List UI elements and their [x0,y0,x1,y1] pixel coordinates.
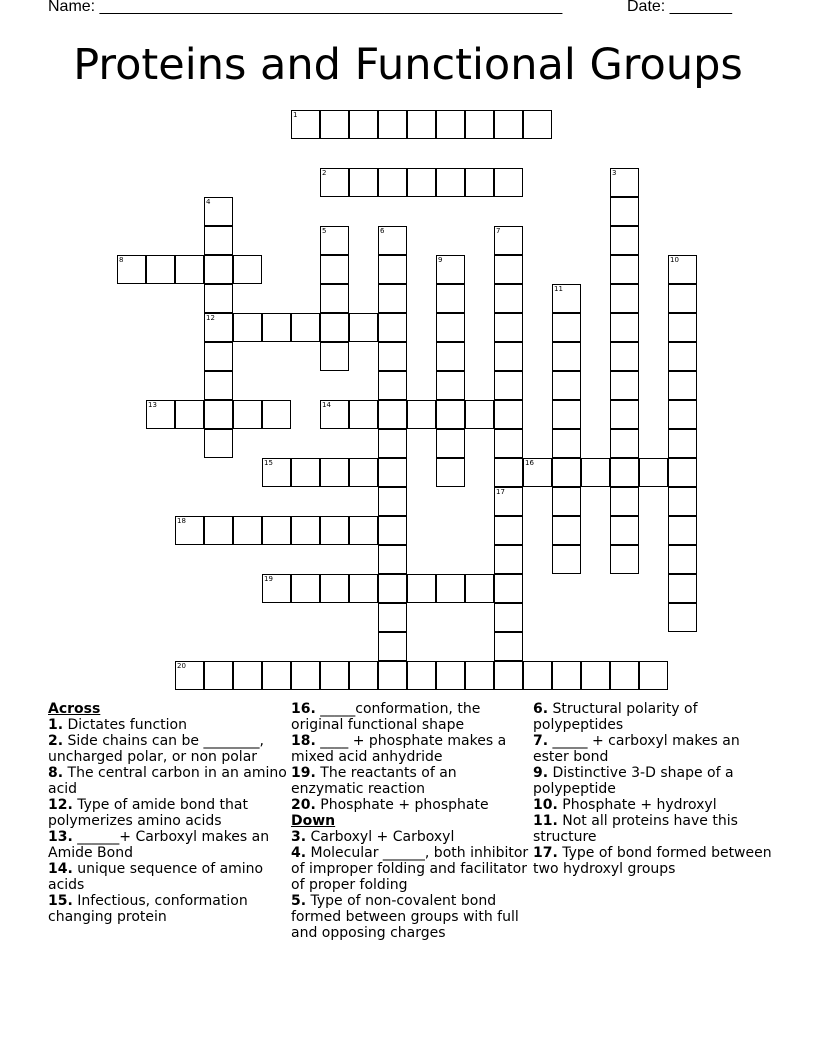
clue-number-label: 18 [177,517,186,525]
grid-cell[interactable] [610,516,639,545]
clue-item [48,861,288,893]
clue-text: Distinctive 3-D shape of a polypeptide [533,765,734,797]
clue-number: 11. [533,813,558,829]
grid-cell[interactable] [494,255,523,284]
grid-cell[interactable] [378,545,407,574]
grid-cell[interactable] [378,168,407,197]
grid-cell[interactable] [494,603,523,632]
clue-number: 19. [291,765,316,781]
clue-number: 5. [291,893,307,909]
grid-cell[interactable] [320,255,349,284]
clue-number-label: 10 [670,256,679,264]
grid-cell[interactable] [204,516,233,545]
clue-item [533,701,773,733]
grid-cell[interactable] [204,342,233,371]
grid-cell[interactable] [291,516,320,545]
grid-cell[interactable] [494,313,523,342]
grid-cell[interactable] [320,313,349,342]
clue-item [533,813,773,845]
clue-text: The reactants of an enzymatic reaction [291,765,457,797]
grid-cell[interactable] [465,168,494,197]
grid-cell[interactable] [262,313,291,342]
clue-number-label: 17 [496,488,505,496]
grid-cell[interactable] [610,226,639,255]
grid-cell[interactable] [204,226,233,255]
clue-item [291,733,531,765]
grid-cell[interactable] [668,284,697,313]
grid-cell[interactable] [581,458,610,487]
grid-cell[interactable] [407,110,436,139]
grid-cell[interactable] [668,545,697,574]
clue-item [291,765,531,797]
grid-cell[interactable] [668,487,697,516]
grid-cell[interactable] [233,661,262,690]
grid-cell[interactable] [436,429,465,458]
clue-item [48,717,288,733]
grid-cell[interactable] [378,400,407,429]
grid-cell[interactable] [465,661,494,690]
clue-number: 6. [533,701,549,717]
clue-text: Side chains can be ________, uncharged polar, or non polar [48,733,264,765]
grid-cell[interactable] [378,255,407,284]
clue-number: 2. [48,733,64,749]
grid-cell[interactable] [465,110,494,139]
grid-cell[interactable] [552,400,581,429]
grid-cell[interactable] [552,342,581,371]
date-field[interactable]: Date: _______ [627,0,732,15]
clue-item [533,797,773,813]
clue-item [291,893,531,941]
name-field[interactable]: Name: ____________________________________________________ [48,0,563,15]
grid-cell[interactable] [494,168,523,197]
grid-cell[interactable] [494,342,523,371]
clue-text: Phosphate + hydroxyl [557,797,717,813]
grid-cell[interactable] [233,313,262,342]
grid-cell[interactable] [291,458,320,487]
clue-text: Type of bond formed between two hydroxyl groups [533,845,772,877]
grid-cell[interactable] [552,487,581,516]
grid-cell[interactable] [378,371,407,400]
clue-column-1 [48,701,288,925]
clue-item [48,797,288,829]
clue-text: Infectious, conformation changing protein [48,893,248,925]
grid-cell[interactable] [639,661,668,690]
grid-cell[interactable] [378,110,407,139]
clue-item [48,733,288,765]
grid-cell[interactable] [233,516,262,545]
grid-cell[interactable] [349,458,378,487]
grid-cell[interactable] [494,284,523,313]
grid-cell[interactable] [436,574,465,603]
grid-cell[interactable] [436,313,465,342]
grid-cell[interactable] [175,400,204,429]
clue-number-label: 11 [554,285,563,293]
grid-cell[interactable] [436,110,465,139]
clue-number-label: 6 [380,227,385,235]
clue-item [533,733,773,765]
clue-column-2 [291,701,531,941]
grid-cell[interactable] [320,342,349,371]
clue-number: 14. [48,861,73,877]
grid-cell[interactable] [552,516,581,545]
grid-cell[interactable] [320,110,349,139]
page-title: Proteins and Functional Groups [73,40,743,90]
clue-number: 1. [48,717,64,733]
clue-number: 3. [291,829,307,845]
grid-cell[interactable] [668,400,697,429]
grid-cell[interactable] [378,574,407,603]
clue-number: 7. [533,733,549,749]
clue-text: Carboxyl + Carboxyl [306,829,455,845]
clue-item [291,797,531,813]
grid-cell[interactable] [204,400,233,429]
down-heading: Down [291,813,336,829]
grid-cell[interactable] [378,516,407,545]
clue-item [48,829,288,861]
clue-number: 18. [291,733,316,749]
grid-cell[interactable] [552,458,581,487]
grid-cell[interactable] [552,313,581,342]
grid-cell[interactable] [610,400,639,429]
clue-text: The central carbon in an amino acid [48,765,287,797]
clue-number-label: 14 [322,401,331,409]
grid-cell[interactable] [494,400,523,429]
clue-number: 9. [533,765,549,781]
clue-text: ______+ Carboxyl makes an Amide Bond [48,829,270,861]
clue-text: _____conformation, the original functional shape [291,701,481,733]
grid-cell[interactable] [668,516,697,545]
grid-cell[interactable] [610,255,639,284]
grid-cell[interactable] [320,574,349,603]
clue-number: 20. [291,797,316,813]
grid-cell[interactable] [407,168,436,197]
grid-cell[interactable] [610,313,639,342]
clue-number-label: 4 [206,198,211,206]
grid-cell[interactable] [552,661,581,690]
clue-text: Structural polarity of polypeptides [533,701,698,733]
grid-cell[interactable] [349,574,378,603]
grid-cell[interactable] [378,342,407,371]
grid-cell[interactable] [494,110,523,139]
grid-cell[interactable] [668,342,697,371]
grid-cell[interactable] [378,429,407,458]
grid-cell[interactable] [436,661,465,690]
grid-cell[interactable] [378,458,407,487]
clue-item [48,765,288,797]
clue-number: 15. [48,893,73,909]
clue-item [291,701,531,733]
clue-text: ____ + phosphate makes a mixed acid anhydride [291,733,507,765]
clue-text: Type of non-covalent bond formed between groups with full and opposing charges [291,893,519,941]
grid-cell[interactable] [436,168,465,197]
clue-text: Not all proteins have this structure [533,813,738,845]
clue-text: Phosphate + phosphate [315,797,489,813]
clue-number-label: 2 [322,169,327,177]
clue-item [48,893,288,925]
grid-cell[interactable] [349,313,378,342]
grid-cell[interactable] [668,313,697,342]
grid-cell[interactable] [494,458,523,487]
grid-cell[interactable] [349,516,378,545]
grid-cell[interactable] [291,574,320,603]
grid-cell[interactable] [552,545,581,574]
clue-text: _____ + carboxyl makes an ester bond [533,733,740,765]
clue-number-label: 5 [322,227,327,235]
grid-cell[interactable] [262,400,291,429]
grid-cell[interactable] [465,400,494,429]
clue-number-label: 1 [293,111,298,119]
grid-cell[interactable] [436,371,465,400]
grid-cell[interactable] [610,661,639,690]
grid-cell[interactable] [378,632,407,661]
grid-cell[interactable] [494,371,523,400]
clue-item [533,765,773,797]
grid-cell[interactable] [262,516,291,545]
grid-cell[interactable] [610,458,639,487]
grid-cell[interactable] [233,400,262,429]
grid-cell[interactable] [610,371,639,400]
grid-cell[interactable] [552,429,581,458]
grid-cell[interactable] [668,371,697,400]
grid-cell[interactable] [349,110,378,139]
grid-cell[interactable] [378,487,407,516]
grid-cell[interactable] [175,255,204,284]
clue-number-label: 8 [119,256,124,264]
clue-text: Dictates function [63,717,187,733]
grid-cell[interactable] [581,661,610,690]
across-heading: Across [48,701,101,717]
clue-number-label: 9 [438,256,443,264]
clue-number: 4. [291,845,307,861]
grid-cell[interactable] [668,458,697,487]
clue-number-label: 7 [496,227,501,235]
grid-cell[interactable] [349,168,378,197]
grid-cell[interactable] [204,371,233,400]
grid-cell[interactable] [465,574,494,603]
clue-number: 13. [48,829,73,845]
grid-cell[interactable] [320,516,349,545]
clue-number-label: 20 [177,662,186,670]
grid-cell[interactable] [494,574,523,603]
grid-cell[interactable] [494,661,523,690]
clue-number-label: 15 [264,459,273,467]
grid-cell[interactable] [407,661,436,690]
grid-cell[interactable] [349,400,378,429]
grid-cell[interactable] [436,284,465,313]
grid-cell[interactable] [494,516,523,545]
clue-column-3 [533,701,773,877]
grid-cell[interactable] [610,284,639,313]
clue-number: 12. [48,797,73,813]
grid-cell[interactable] [494,545,523,574]
grid-cell[interactable] [436,342,465,371]
grid-cell[interactable] [610,487,639,516]
clue-number-label: 12 [206,314,215,322]
grid-cell[interactable] [523,661,552,690]
grid-cell[interactable] [523,110,552,139]
grid-cell[interactable] [320,284,349,313]
grid-cell[interactable] [378,603,407,632]
clue-number: 8. [48,765,64,781]
grid-cell[interactable] [407,574,436,603]
grid-cell[interactable] [494,632,523,661]
clue-text: Molecular ______, both inhibitor of improper folding and facilitator of proper folding [291,845,529,893]
grid-cell[interactable] [610,429,639,458]
grid-cell[interactable] [668,603,697,632]
grid-cell[interactable] [407,400,436,429]
grid-cell[interactable] [436,458,465,487]
grid-cell[interactable] [320,661,349,690]
clue-number-label: 16 [525,459,534,467]
clue-text: Type of amide bond that polymerizes amino acids [48,797,248,829]
grid-cell[interactable] [349,661,378,690]
grid-cell[interactable] [320,458,349,487]
grid-cell[interactable] [204,255,233,284]
grid-cell[interactable] [668,574,697,603]
grid-cell[interactable] [610,342,639,371]
grid-cell[interactable] [610,545,639,574]
grid-cell[interactable] [378,313,407,342]
grid-cell[interactable] [204,429,233,458]
clue-number: 10. [533,797,558,813]
grid-cell[interactable] [378,661,407,690]
grid-cell[interactable] [610,197,639,226]
clue-number: 16. [291,701,316,717]
grid-cell[interactable] [291,661,320,690]
clue-number: 17. [533,845,558,861]
clue-number-label: 13 [148,401,157,409]
grid-cell[interactable] [494,429,523,458]
grid-cell[interactable] [204,284,233,313]
grid-cell[interactable] [668,429,697,458]
grid-cell[interactable] [436,400,465,429]
grid-cell[interactable] [639,458,668,487]
clue-item [533,845,773,877]
clue-item [291,829,531,845]
clue-number-label: 19 [264,575,273,583]
grid-cell[interactable] [552,371,581,400]
grid-cell[interactable] [262,661,291,690]
grid-cell[interactable] [204,661,233,690]
clue-text: unique sequence of amino acids [48,861,264,893]
grid-cell[interactable] [233,255,262,284]
grid-cell[interactable] [291,313,320,342]
clue-number-label: 3 [612,169,617,177]
grid-cell[interactable] [378,284,407,313]
grid-cell[interactable] [146,255,175,284]
clue-item [291,845,531,893]
